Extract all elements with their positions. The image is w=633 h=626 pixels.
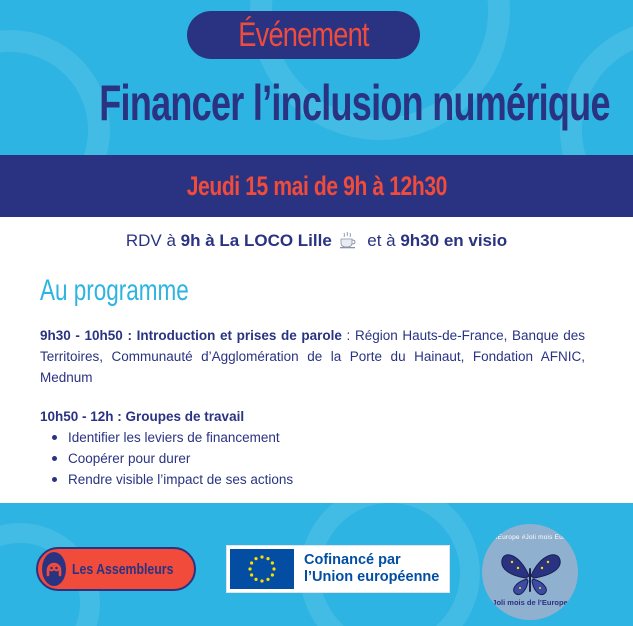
- footer-section: [0, 503, 633, 626]
- eu-line-1: Cofinancé par: [304, 552, 401, 568]
- date-text: Jeudi 15 mai de 9h à 12h30: [186, 171, 447, 201]
- eu-star: [254, 578, 257, 581]
- content-section: [0, 217, 633, 503]
- page-title: [0, 68, 633, 138]
- assembleurs-name: Les Assembleurs: [72, 560, 174, 578]
- eu-star: [271, 573, 274, 576]
- eu-star: [250, 561, 253, 564]
- eu-star: [260, 555, 263, 558]
- badge-hashtags: #JoliEurope #Joli mois Europe: [483, 534, 577, 541]
- eu-line-2: l’Union européenne: [304, 569, 440, 585]
- eu-star: [266, 557, 269, 560]
- header-section: [0, 0, 633, 155]
- list-item: Rendre visible l’impact de ses actions: [50, 469, 293, 490]
- programme-heading-text: Au programme: [40, 274, 189, 307]
- item1-desc: : Région Hauts-de-France, Banque des Territoires, Communauté d’Agglomération de la Porte du Hainaut, Fondation AFNIC, Mednum: [40, 328, 585, 385]
- rdv-line: [0, 229, 633, 253]
- workshop-list: [50, 427, 293, 490]
- eu-star: [250, 573, 253, 576]
- rdv-middle: et à: [362, 231, 401, 250]
- event-pill-label: Événement: [238, 16, 369, 54]
- coffee-cup-icon: [339, 231, 357, 249]
- eu-cofunding-logo: [226, 545, 450, 593]
- programme-item-2-title: 10h50 - 12h : Groupes de travail: [40, 409, 245, 424]
- programme-heading: [40, 273, 238, 309]
- rdv-place: 9h à La LOCO Lille: [180, 231, 332, 250]
- eu-flag-icon: [230, 549, 294, 589]
- eu-star: [254, 557, 257, 560]
- assembleurs-logo: [36, 547, 196, 591]
- eu-star: [248, 567, 251, 570]
- list-item: Identifier les leviers de financement: [50, 427, 293, 448]
- eu-star: [266, 578, 269, 581]
- page-title-text: Financer l’inclusion numérique: [99, 75, 610, 131]
- eu-star: [272, 567, 275, 570]
- item1-time: 9h30 - 10h50 : Introduction et prises de parole: [40, 328, 342, 343]
- eu-star: [271, 561, 274, 564]
- programme-item-1: [40, 325, 585, 388]
- assembleurs-logo-icon: [42, 552, 66, 586]
- rdv-visio: 9h30 en visio: [400, 231, 508, 250]
- event-pill: [187, 11, 420, 59]
- rdv-prefix: RDV à: [125, 231, 181, 250]
- badge-label: Joli mois de l’Europe: [492, 598, 568, 607]
- list-item: Coopérer pour durer: [50, 448, 293, 469]
- eu-star: [260, 579, 263, 582]
- date-band: [0, 155, 633, 217]
- joli-mois-badge: [482, 524, 578, 620]
